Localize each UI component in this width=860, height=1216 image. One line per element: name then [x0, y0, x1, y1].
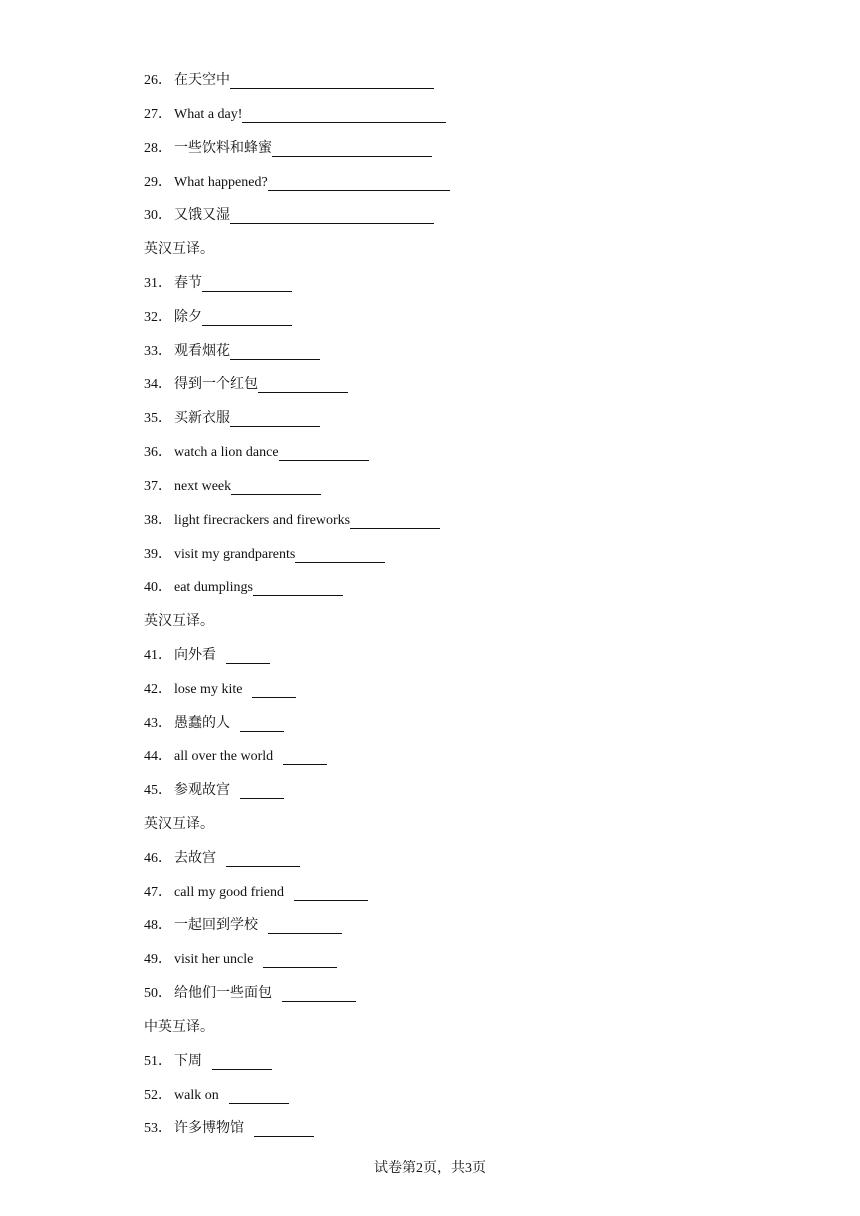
answer-blank[interactable] — [279, 444, 369, 461]
question-31 — [144, 273, 292, 295]
answer-blank[interactable] — [240, 782, 284, 799]
question-text: all over the world — [174, 749, 274, 764]
question-48 — [144, 915, 342, 937]
question-separator: ． — [158, 682, 172, 697]
question-26 — [144, 70, 434, 92]
question-number: 28 — [144, 141, 158, 156]
question-number: 38 — [144, 513, 158, 528]
answer-blank[interactable] — [230, 72, 434, 89]
answer-blank[interactable] — [263, 951, 337, 968]
question-number: 39 — [144, 547, 158, 562]
answer-blank[interactable] — [230, 410, 320, 427]
question-separator: ． — [158, 479, 172, 494]
question-number: 50 — [144, 986, 158, 1001]
answer-blank[interactable] — [212, 1053, 272, 1070]
question-47 — [144, 882, 368, 904]
question-separator: ． — [158, 918, 172, 933]
section-heading: 中英互译。 — [144, 1020, 214, 1035]
question-number: 53 — [144, 1121, 158, 1136]
answer-blank[interactable] — [202, 275, 292, 292]
question-text: 得到一个红包 — [174, 377, 258, 392]
answer-blank[interactable] — [268, 174, 450, 191]
question-text: 买新衣服 — [174, 411, 230, 426]
question-separator: ． — [158, 783, 172, 798]
question-separator: ． — [158, 952, 172, 967]
page-footer: 试卷第2页，共3页 — [374, 1161, 486, 1176]
answer-blank[interactable] — [283, 748, 327, 765]
question-text: light firecrackers and fireworks — [174, 513, 351, 528]
section-heading: 英汉互译。 — [144, 242, 214, 257]
question-separator: ． — [158, 141, 172, 156]
question-number: 45 — [144, 783, 158, 798]
question-text: 一起回到学校 — [174, 918, 258, 933]
question-text: visit my grandparents — [174, 547, 296, 562]
question-text: next week — [174, 479, 232, 494]
question-45 — [144, 780, 284, 802]
question-number: 47 — [144, 885, 158, 900]
question-text: 又饿又湿 — [174, 208, 230, 223]
question-separator: ． — [158, 208, 172, 223]
question-39 — [144, 544, 385, 566]
question-text: walk on — [174, 1088, 219, 1103]
question-number: 42 — [144, 682, 158, 697]
question-number: 33 — [144, 344, 158, 359]
question-separator: ． — [158, 276, 172, 291]
section-heading: 英汉互译。 — [144, 817, 214, 832]
question-separator: ． — [158, 885, 172, 900]
answer-blank[interactable] — [252, 681, 296, 698]
question-separator: ． — [158, 344, 172, 359]
answer-blank[interactable] — [258, 376, 348, 393]
question-27 — [144, 104, 446, 126]
question-number: 35 — [144, 411, 158, 426]
question-number: 32 — [144, 310, 158, 325]
question-number: 40 — [144, 580, 158, 595]
question-text: 给他们一些面包 — [174, 986, 272, 1001]
question-text: lose my kite — [174, 682, 243, 697]
question-number: 31 — [144, 276, 158, 291]
answer-blank[interactable] — [350, 512, 440, 529]
question-number: 37 — [144, 479, 158, 494]
answer-blank[interactable] — [231, 478, 321, 495]
answer-blank[interactable] — [282, 985, 356, 1002]
question-number: 49 — [144, 952, 158, 967]
question-number: 26 — [144, 73, 158, 88]
question-separator: ． — [158, 547, 172, 562]
question-36 — [144, 442, 369, 464]
question-separator: ． — [158, 716, 172, 731]
question-text: call my good friend — [174, 885, 285, 900]
question-separator: ． — [158, 851, 172, 866]
question-number: 48 — [144, 918, 158, 933]
question-separator: ． — [158, 73, 172, 88]
answer-blank[interactable] — [226, 850, 300, 867]
question-number: 44 — [144, 749, 158, 764]
question-text: 一些饮料和蜂蜜 — [174, 141, 272, 156]
question-text: 除夕 — [174, 310, 202, 325]
question-38 — [144, 510, 440, 532]
question-separator: ． — [158, 1054, 172, 1069]
question-number: 52 — [144, 1088, 158, 1103]
question-separator: ． — [158, 310, 172, 325]
question-separator: ． — [158, 1088, 172, 1103]
question-separator: ． — [158, 377, 172, 392]
question-text: What a day! — [174, 107, 243, 122]
question-separator: ． — [158, 580, 172, 595]
answer-blank[interactable] — [202, 309, 292, 326]
question-30 — [144, 205, 434, 227]
section-heading: 英汉互译。 — [144, 614, 214, 629]
question-text: 愚蠢的人 — [174, 716, 230, 731]
question-text: 去故宫 — [174, 851, 216, 866]
question-35 — [144, 408, 320, 430]
question-33 — [144, 341, 320, 363]
question-42 — [144, 679, 296, 701]
question-37 — [144, 476, 321, 498]
question-44 — [144, 746, 327, 768]
question-text: 向外看 — [174, 648, 216, 663]
question-number: 43 — [144, 716, 158, 731]
question-separator: ． — [158, 175, 172, 190]
question-32 — [144, 307, 292, 329]
question-number: 36 — [144, 445, 158, 460]
question-text: 春节 — [174, 276, 202, 291]
answer-blank[interactable] — [272, 140, 432, 157]
question-number: 29 — [144, 175, 158, 190]
question-29 — [144, 172, 450, 194]
question-number: 27 — [144, 107, 158, 122]
answer-blank[interactable] — [268, 917, 342, 934]
question-number: 51 — [144, 1054, 158, 1069]
answer-blank[interactable] — [240, 715, 284, 732]
question-number: 46 — [144, 851, 158, 866]
question-number: 34 — [144, 377, 158, 392]
question-41 — [144, 645, 270, 667]
question-53 — [144, 1118, 314, 1140]
question-text: 观看烟花 — [174, 344, 230, 359]
question-34 — [144, 374, 348, 396]
answer-blank[interactable] — [253, 579, 343, 596]
question-separator: ． — [158, 749, 172, 764]
question-text: watch a lion dance — [174, 445, 279, 460]
answer-blank[interactable] — [226, 647, 270, 664]
question-separator: ． — [158, 648, 172, 663]
question-46 — [144, 848, 300, 870]
question-51 — [144, 1051, 272, 1073]
question-separator: ． — [158, 986, 172, 1001]
question-separator: ． — [158, 107, 172, 122]
question-text: What happened? — [174, 175, 268, 190]
question-text: 下周 — [174, 1054, 202, 1069]
question-text: 许多博物馆 — [174, 1121, 244, 1136]
question-separator: ． — [158, 513, 172, 528]
question-40 — [144, 577, 343, 599]
question-43 — [144, 713, 284, 735]
question-text: 在天空中 — [174, 73, 230, 88]
question-separator: ． — [158, 445, 172, 460]
question-52 — [144, 1085, 289, 1107]
answer-blank[interactable] — [295, 546, 385, 563]
question-text: 参观故宫 — [174, 783, 230, 798]
question-28 — [144, 138, 432, 160]
question-separator: ． — [158, 1121, 172, 1136]
answer-blank[interactable] — [230, 343, 320, 360]
question-number: 41 — [144, 648, 158, 663]
answer-blank[interactable] — [294, 884, 368, 901]
answer-blank[interactable] — [254, 1120, 314, 1137]
question-text: eat dumplings — [174, 580, 253, 595]
question-49 — [144, 949, 337, 971]
answer-blank[interactable] — [230, 207, 434, 224]
question-number: 30 — [144, 208, 158, 223]
question-50 — [144, 983, 356, 1005]
question-text: visit her uncle — [174, 952, 254, 967]
answer-blank[interactable] — [229, 1087, 289, 1104]
question-separator: ． — [158, 411, 172, 426]
answer-blank[interactable] — [242, 106, 446, 123]
